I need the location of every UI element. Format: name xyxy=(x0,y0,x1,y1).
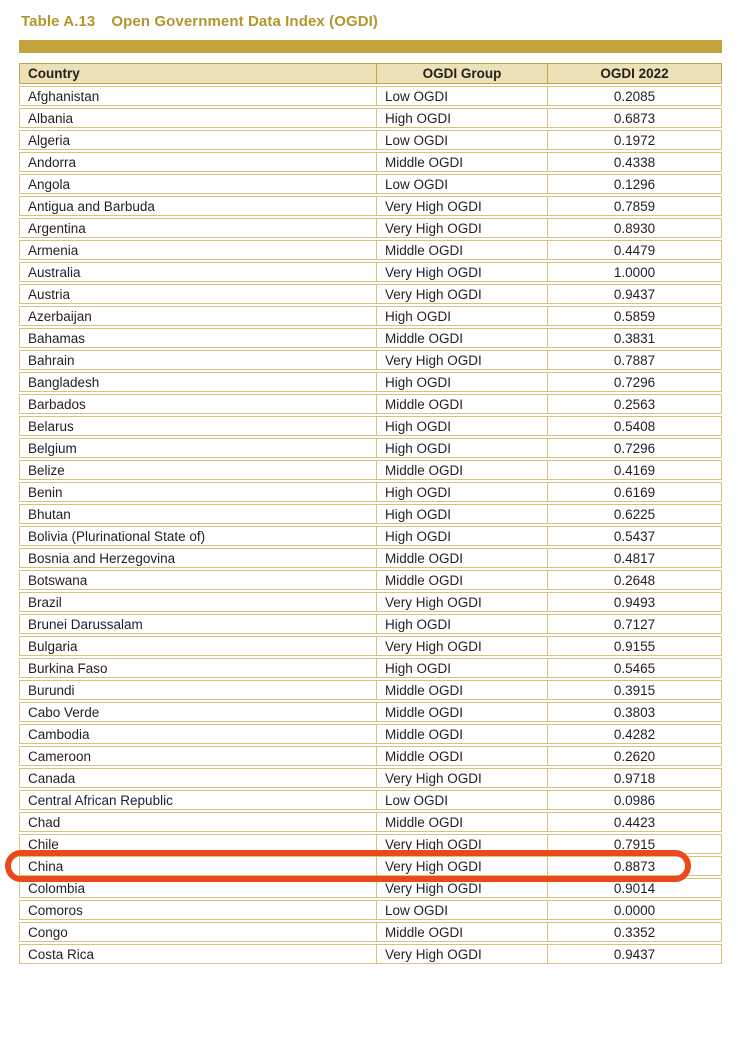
ogdi-value-cell: 0.2620 xyxy=(548,746,722,766)
ogdi-value-cell: 0.9718 xyxy=(548,768,722,788)
table-row xyxy=(19,526,722,546)
page-title: Open Government Data Index (OGDI) xyxy=(111,13,379,30)
ogdi-value-cell: 0.8930 xyxy=(548,218,722,238)
ogdi-value-cell: 0.7296 xyxy=(548,372,722,392)
table-row xyxy=(19,108,722,128)
ogdi-group-cell: Low OGDI xyxy=(377,174,548,194)
ogdi-group-cell: Very High OGDI xyxy=(377,636,548,656)
table-row xyxy=(19,878,722,898)
ogdi-group-cell: Very High OGDI xyxy=(377,768,548,788)
ogdi-group-cell: Middle OGDI xyxy=(377,548,548,568)
ogdi-group-cell: High OGDI xyxy=(377,108,548,128)
table-row xyxy=(19,504,722,524)
ogdi-value-cell: 0.5408 xyxy=(548,416,722,436)
ogdi-group-cell: Middle OGDI xyxy=(377,394,548,414)
ogdi-group-cell: Middle OGDI xyxy=(377,746,548,766)
country-cell: Comoros xyxy=(19,900,377,920)
country-cell: Colombia xyxy=(19,878,377,898)
country-cell: China xyxy=(19,856,377,876)
table-row xyxy=(19,130,722,150)
country-cell: Cambodia xyxy=(19,724,377,744)
table-row xyxy=(19,240,722,260)
ogdi-value-cell: 0.8873 xyxy=(548,856,722,876)
table-row xyxy=(19,306,722,326)
table-row xyxy=(19,592,722,612)
table-row xyxy=(19,636,722,656)
table-row xyxy=(19,614,722,634)
table-row xyxy=(19,262,722,282)
ogdi-value-cell: 0.9014 xyxy=(548,878,722,898)
table-row xyxy=(19,702,722,722)
ogdi-group-cell: High OGDI xyxy=(377,438,548,458)
country-cell: Costa Rica xyxy=(19,944,377,964)
ogdi-value-cell: 0.9493 xyxy=(548,592,722,612)
country-cell: Bulgaria xyxy=(19,636,377,656)
table-row xyxy=(19,460,722,480)
table-row xyxy=(19,394,722,414)
table-row xyxy=(19,724,722,744)
country-cell: Azerbaijan xyxy=(19,306,377,326)
country-cell: Antigua and Barbuda xyxy=(19,196,377,216)
ogdi-value-cell: 0.6169 xyxy=(548,482,722,502)
ogdi-value-cell: 0.4479 xyxy=(548,240,722,260)
country-cell: Afghanistan xyxy=(19,86,377,106)
ogdi-value-cell: 0.3352 xyxy=(548,922,722,942)
country-cell: Bahrain xyxy=(19,350,377,370)
ogdi-value-cell: 0.1296 xyxy=(548,174,722,194)
country-cell: Bangladesh xyxy=(19,372,377,392)
table-row xyxy=(19,746,722,766)
country-cell: Central African Republic xyxy=(19,790,377,810)
country-cell: Burundi xyxy=(19,680,377,700)
country-cell: Bosnia and Herzegovina xyxy=(19,548,377,568)
country-cell: Bahamas xyxy=(19,328,377,348)
ogdi-group-cell: Low OGDI xyxy=(377,130,548,150)
table-row xyxy=(19,328,722,348)
country-cell: Bolivia (Plurinational State of) xyxy=(19,526,377,546)
ogdi-value-cell: 0.3831 xyxy=(548,328,722,348)
table-row xyxy=(19,922,722,942)
ogdi-value-cell: 0.7887 xyxy=(548,350,722,370)
ogdi-value-cell: 0.7859 xyxy=(548,196,722,216)
ogdi-value-cell: 0.4169 xyxy=(548,460,722,480)
ogdi-group-cell: Very High OGDI xyxy=(377,944,548,964)
ogdi-value-cell: 0.2648 xyxy=(548,570,722,590)
country-cell: Barbados xyxy=(19,394,377,414)
table-row xyxy=(19,900,722,920)
ogdi-value-cell: 0.3803 xyxy=(548,702,722,722)
ogdi-value-cell: 0.9437 xyxy=(548,284,722,304)
table-row xyxy=(19,416,722,436)
ogdi-group-cell: Very High OGDI xyxy=(377,350,548,370)
table-row xyxy=(19,680,722,700)
table-title xyxy=(0,0,738,30)
table-row xyxy=(19,350,722,370)
ogdi-value-cell: 0.4423 xyxy=(548,812,722,832)
table-row xyxy=(19,768,722,788)
country-cell: Algeria xyxy=(19,130,377,150)
ogdi-group-cell: High OGDI xyxy=(377,372,548,392)
ogdi-group-cell: Middle OGDI xyxy=(377,724,548,744)
country-cell: Andorra xyxy=(19,152,377,172)
ogdi-group-cell: Middle OGDI xyxy=(377,460,548,480)
ogdi-value-cell: 0.7296 xyxy=(548,438,722,458)
country-cell: Australia xyxy=(19,262,377,282)
table-row xyxy=(19,196,722,216)
country-cell: Burkina Faso xyxy=(19,658,377,678)
ogdi-value-cell: 0.4338 xyxy=(548,152,722,172)
country-cell: Belarus xyxy=(19,416,377,436)
country-cell: Bhutan xyxy=(19,504,377,524)
table-row xyxy=(19,856,722,876)
country-cell: Cameroon xyxy=(19,746,377,766)
column-header-country: Country xyxy=(19,63,377,84)
ogdi-value-cell: 0.2563 xyxy=(548,394,722,414)
country-cell: Austria xyxy=(19,284,377,304)
ogdi-group-cell: Middle OGDI xyxy=(377,812,548,832)
ogdi-value-cell: 0.9155 xyxy=(548,636,722,656)
table-row xyxy=(19,482,722,502)
accent-bar xyxy=(19,40,722,53)
ogdi-value-cell: 0.1972 xyxy=(548,130,722,150)
country-cell: Chile xyxy=(19,834,377,854)
column-header-ogdi-group: OGDI Group xyxy=(377,63,548,84)
country-cell: Cabo Verde xyxy=(19,702,377,722)
ogdi-group-cell: Very High OGDI xyxy=(377,856,548,876)
table-number-label: Table A.13 xyxy=(21,13,96,30)
table-row xyxy=(19,284,722,304)
ogdi-group-cell: Very High OGDI xyxy=(377,196,548,216)
table-row xyxy=(19,372,722,392)
ogdi-value-cell: 0.7127 xyxy=(548,614,722,634)
ogdi-group-cell: Low OGDI xyxy=(377,790,548,810)
ogdi-group-cell: Very High OGDI xyxy=(377,284,548,304)
ogdi-group-cell: High OGDI xyxy=(377,504,548,524)
table-row xyxy=(19,86,722,106)
country-cell: Brazil xyxy=(19,592,377,612)
ogdi-value-cell: 0.4282 xyxy=(548,724,722,744)
ogdi-group-cell: Middle OGDI xyxy=(377,680,548,700)
ogdi-group-cell: Middle OGDI xyxy=(377,702,548,722)
table-row xyxy=(19,834,722,854)
ogdi-value-cell: 0.5465 xyxy=(548,658,722,678)
ogdi-value-cell: 0.9437 xyxy=(548,944,722,964)
ogdi-value-cell: 0.5437 xyxy=(548,526,722,546)
ogdi-group-cell: Very High OGDI xyxy=(377,262,548,282)
country-cell: Benin xyxy=(19,482,377,502)
ogdi-value-cell: 0.3915 xyxy=(548,680,722,700)
ogdi-group-cell: High OGDI xyxy=(377,658,548,678)
table-row xyxy=(19,790,722,810)
ogdi-group-cell: Middle OGDI xyxy=(377,570,548,590)
country-cell: Botswana xyxy=(19,570,377,590)
ogdi-value-cell: 0.5859 xyxy=(548,306,722,326)
ogdi-group-cell: Low OGDI xyxy=(377,900,548,920)
ogdi-table xyxy=(19,61,722,966)
ogdi-group-cell: Very High OGDI xyxy=(377,218,548,238)
country-cell: Canada xyxy=(19,768,377,788)
table-row xyxy=(19,570,722,590)
ogdi-value-cell: 0.2085 xyxy=(548,86,722,106)
ogdi-value-cell: 0.4817 xyxy=(548,548,722,568)
table-body xyxy=(19,86,722,964)
table-row xyxy=(19,658,722,678)
country-cell: Belgium xyxy=(19,438,377,458)
country-cell: Belize xyxy=(19,460,377,480)
ogdi-value-cell: 0.0000 xyxy=(548,900,722,920)
column-header-ogdi-2022: OGDI 2022 xyxy=(548,63,722,84)
table-row xyxy=(19,218,722,238)
country-cell: Armenia xyxy=(19,240,377,260)
country-cell: Brunei Darussalam xyxy=(19,614,377,634)
country-cell: Angola xyxy=(19,174,377,194)
table-row xyxy=(19,944,722,964)
ogdi-group-cell: Very High OGDI xyxy=(377,592,548,612)
table-row xyxy=(19,174,722,194)
ogdi-group-cell: Middle OGDI xyxy=(377,328,548,348)
table-row xyxy=(19,152,722,172)
ogdi-group-cell: High OGDI xyxy=(377,306,548,326)
ogdi-value-cell: 0.0986 xyxy=(548,790,722,810)
table-row xyxy=(19,548,722,568)
ogdi-group-cell: High OGDI xyxy=(377,416,548,436)
ogdi-group-cell: Middle OGDI xyxy=(377,922,548,942)
ogdi-group-cell: Very High OGDI xyxy=(377,878,548,898)
header-row xyxy=(19,63,722,84)
ogdi-group-cell: High OGDI xyxy=(377,614,548,634)
ogdi-value-cell: 0.6225 xyxy=(548,504,722,524)
ogdi-group-cell: Middle OGDI xyxy=(377,152,548,172)
country-cell: Albania xyxy=(19,108,377,128)
ogdi-value-cell: 0.7915 xyxy=(548,834,722,854)
table-row xyxy=(19,812,722,832)
table-row xyxy=(19,438,722,458)
ogdi-group-cell: Low OGDI xyxy=(377,86,548,106)
country-cell: Chad xyxy=(19,812,377,832)
ogdi-value-cell: 0.6873 xyxy=(548,108,722,128)
country-cell: Argentina xyxy=(19,218,377,238)
ogdi-value-cell: 1.0000 xyxy=(548,262,722,282)
ogdi-group-cell: High OGDI xyxy=(377,482,548,502)
ogdi-group-cell: Very High OGDI xyxy=(377,834,548,854)
ogdi-group-cell: Middle OGDI xyxy=(377,240,548,260)
ogdi-group-cell: High OGDI xyxy=(377,526,548,546)
country-cell: Congo xyxy=(19,922,377,942)
